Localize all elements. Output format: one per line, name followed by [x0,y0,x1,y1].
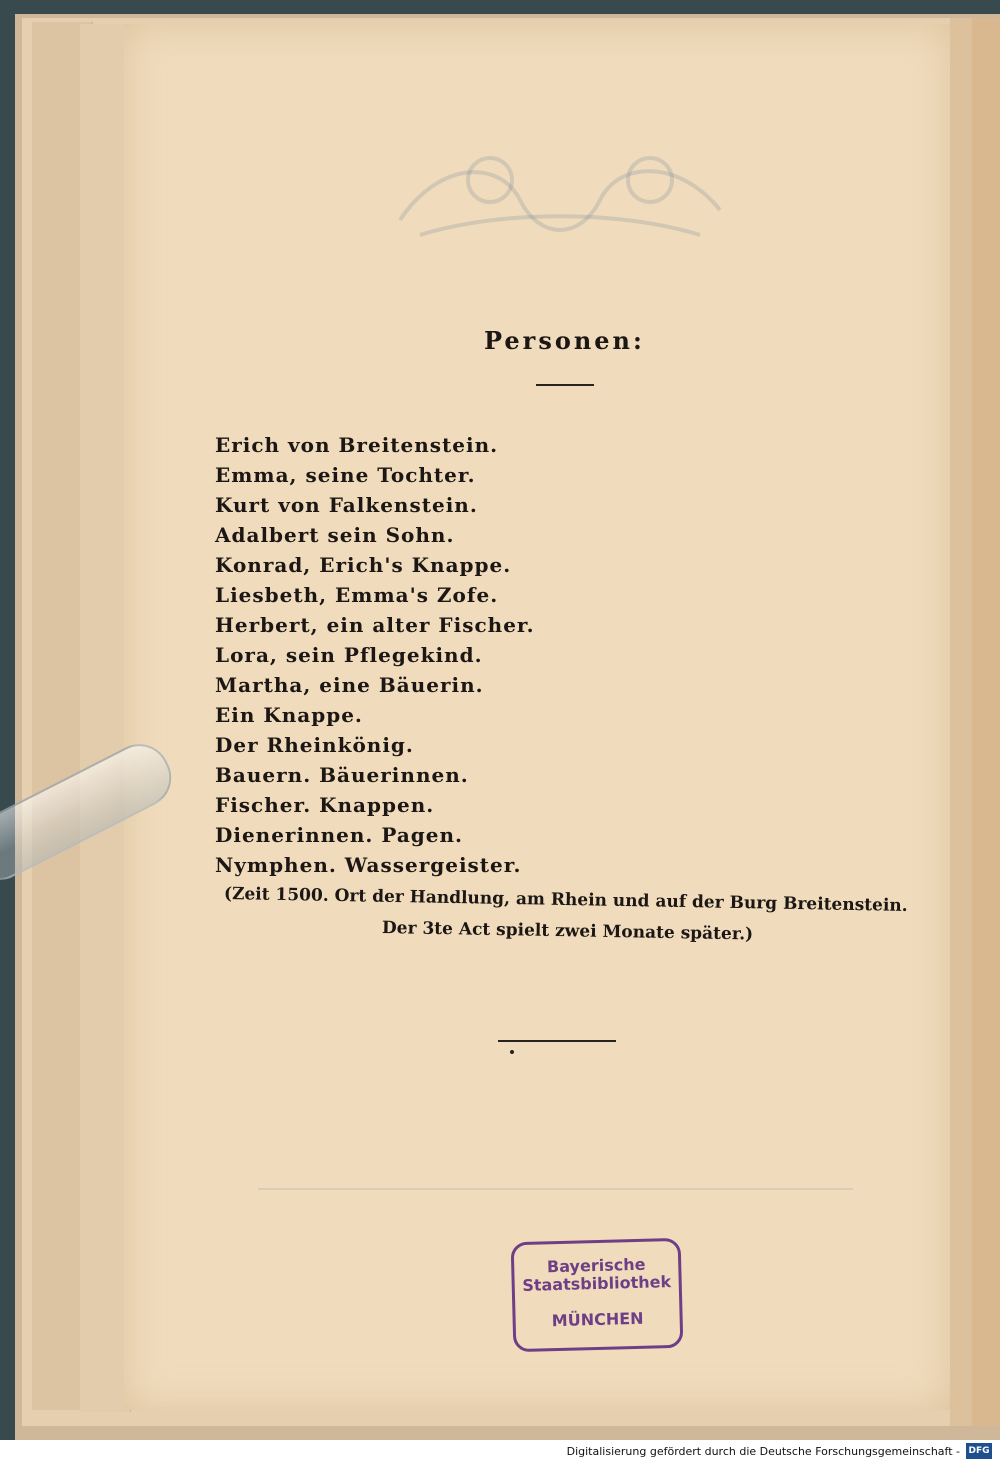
cast-entry: Der Rheinkönig. [215,733,414,757]
cast-entry: Emma, seine Tochter. [215,463,476,487]
page-heading: Personen: [484,326,645,355]
cast-entry: Dienerinnen. Pagen. [215,823,464,847]
section-divider [498,1040,616,1042]
stamp-line1: Bayerische [546,1254,646,1277]
divider-dot [510,1050,514,1054]
cast-entry: Nymphen. Wassergeister. [215,853,522,877]
setting-note-line1: (Zeit 1500. Ort der Handlung, am Rhein und auf der Burg Breitenstein. [223,884,908,916]
cast-entry: Bauern. Bäuerinnen. [215,763,469,787]
cast-entry: Ein Knappe. [215,703,363,727]
stamp-line2: Staatsbibliothek [522,1272,672,1295]
cast-entry: Liesbeth, Emma's Zofe. [215,583,499,607]
cast-list [215,430,535,880]
cast-entry: Erich von Breitenstein. [215,433,499,457]
cast-entry: Lora, sein Pflegekind. [215,643,483,667]
stamp-line3: MÜNCHEN [551,1308,644,1331]
dfg-logo-icon: DFG [966,1443,992,1459]
heading-divider [536,384,594,386]
bleed-through-rule [258,1188,853,1190]
library-stamp [511,1238,684,1352]
cast-entry: Fischer. Knappen. [215,793,435,817]
cast-entry: Kurt von Falkenstein. [215,493,478,517]
footer-bar [0,1440,1000,1464]
bleed-through-ornament [380,140,740,250]
right-page-edge [950,18,972,1426]
cast-entry: Adalbert sein Sohn. [215,523,455,547]
footer-text: Digitalisierung gefördert durch die Deutsche Forschungsgemeinschaft - [566,1445,960,1458]
setting-note-line2: Der 3te Act spielt zwei Monate später.) [381,918,754,945]
right-cover-edge [972,18,1000,1426]
cast-entry: Konrad, Erich's Knappe. [215,553,512,577]
cast-entry: Herbert, ein alter Fischer. [215,613,535,637]
cast-entry: Martha, eine Bäuerin. [215,673,484,697]
